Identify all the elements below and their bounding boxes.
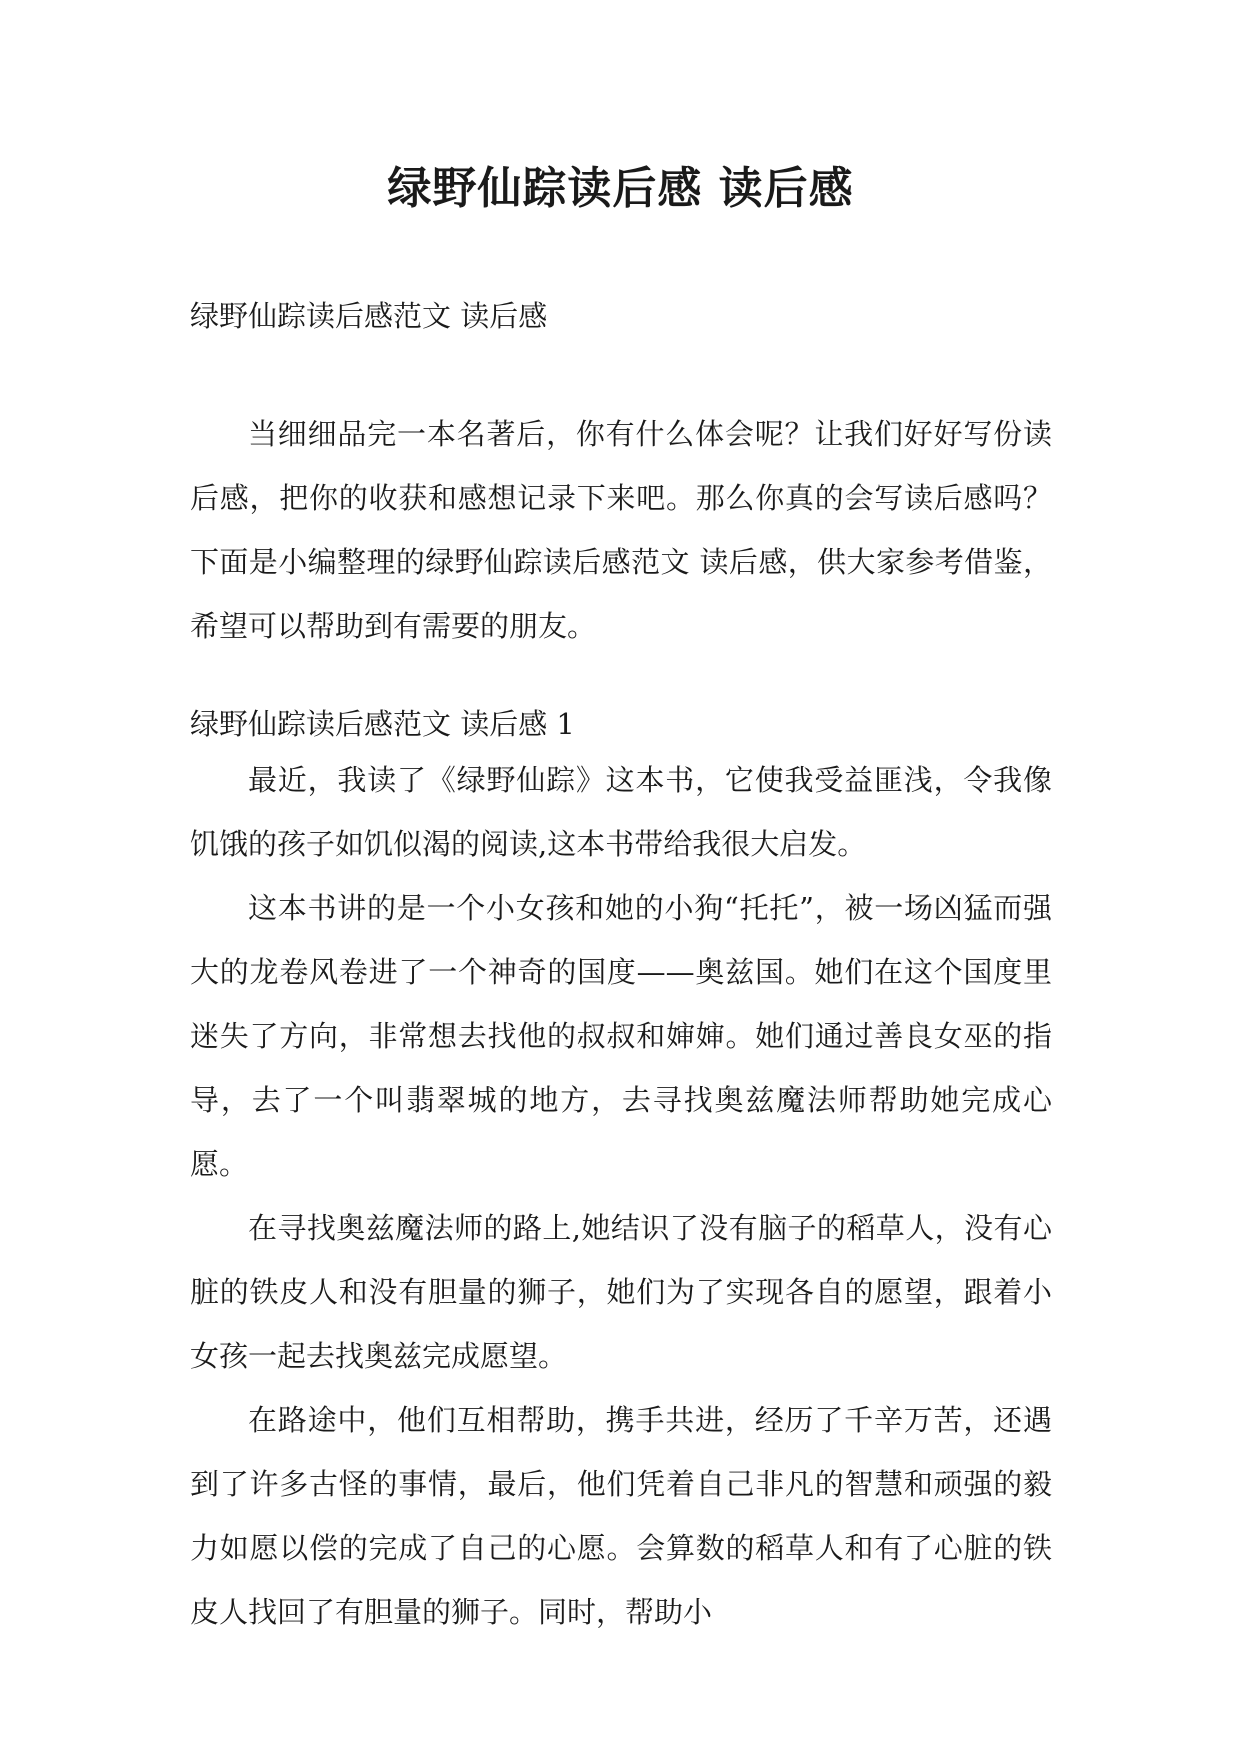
document-title: 绿野仙踪读后感 读后感: [387, 163, 854, 214]
essay-paragraph-2: 这本书讲的是一个小女孩和她的小狗“托托”，被一场凶猛而强大的龙卷风卷进了一个神奇的国度——奥兹国。她们在这个国度里迷失了方向，非常想去找他的叔叔和婶婶。她们通过善良女巫的指导，去了一个叫翡翠城的地方，去寻找奥兹魔法师帮助她完成心愿。: [190, 891, 1052, 1181]
section-heading: 绿野仙踪读后感范文 读后感 1: [190, 707, 575, 741]
essay-paragraph-3: 在寻找奥兹魔法师的路上,她结识了没有脑子的稻草人，没有心脏的铁皮人和没有胆量的狮子，她们为了实现各自的愿望，跟着小女孩一起去找奥兹完成愿望。: [190, 1211, 1052, 1373]
intro-paragraph: 当细细品完一本名著后，你有什么体会呢？让我们好好写份读后感，把你的收获和感想记录下来吧。那么你真的会写读后感吗？下面是小编整理的绿野仙踪读后感范文 读后感，供大家参考借鉴，希望可以帮助到有需要的朋友。: [190, 417, 1052, 643]
essay-body: [190, 748, 1052, 1644]
document-subtitle: 绿野仙踪读后感范文 读后感: [190, 299, 548, 333]
intro-block: [190, 402, 1052, 658]
essay-paragraph-1: 最近，我读了《绿野仙踪》这本书，它使我受益匪浅，令我像饥饿的孩子如饥似渴的阅读,这本书带给我很大启发。: [190, 763, 1052, 861]
essay-paragraph-4: 在路途中，他们互相帮助，携手共进，经历了千辛万苦，还遇到了许多古怪的事情，最后，他们凭着自己非凡的智慧和顽强的毅力如愿以偿的完成了自己的心愿。会算数的稻草人和有了心脏的铁皮人找回了有胆量的狮子。同时，帮助小: [190, 1403, 1052, 1629]
